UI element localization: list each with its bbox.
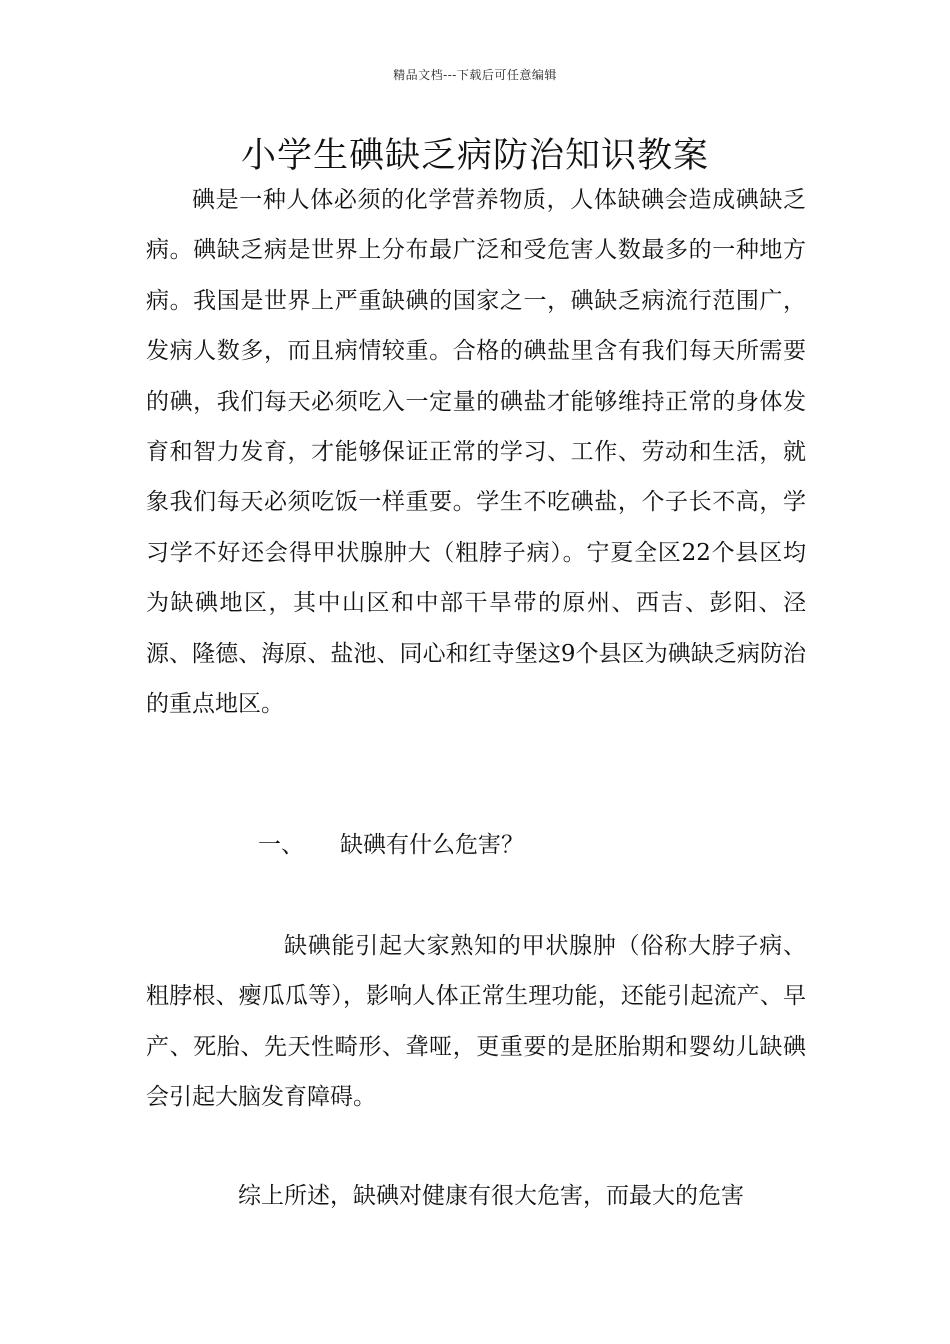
summary-paragraph: 综上所述，缺碘对健康有很大危害，而最大的危害 (238, 1183, 744, 1209)
document-title: 小学生碘缺乏病防治知识教案 (240, 136, 709, 176)
section-number: 一、 (258, 832, 304, 858)
intro-paragraph: 碘是一种人体必须的化学营养物质，人体缺碘会造成碘缺乏病。碘缺乏病是世界上分布最广泛和受危害人数最多的一种地方病。我国是世界上严重缺碘的国家之一，碘缺乏病流行范围广，发病人数多，而且病情较重。合格的碘盐里含有我们每天所需要的碘，我们每天必须吃入一定量的碘盐才能够维持正常的身体发育和智力发育，才能够保证正常的学习、工作、劳动和生活，就象我们每天必须吃饭一样重要。学生不吃碘盐，个子长不高，学习学不好还会得甲状腺肿大（粗脖子病）。宁夏全区22个县区均为缺碘地区，其中山区和中部干旱带的原州、西吉、彭阳、泾源、隆德、海原、盐池、同心和红寺堡这9个县区为碘缺乏病防治的重点地区。 (146, 187, 806, 718)
section-heading-1 (258, 820, 524, 870)
harm-paragraph: 缺碘能引起大家熟知的甲状腺肿（俗称大脖子病、粗脖根、瘿瓜瓜等），影响人体正常生理功能，还能引起流产、早产、死胎、先天性畸形、聋哑，更重要的是胚胎期和婴幼儿缺碘会引起大脑发育障碍。 (146, 933, 806, 1111)
header-note: 精品文档---下载后可任意编辑 (393, 68, 557, 82)
section-title: 缺碘有什么危害？ (340, 832, 524, 858)
